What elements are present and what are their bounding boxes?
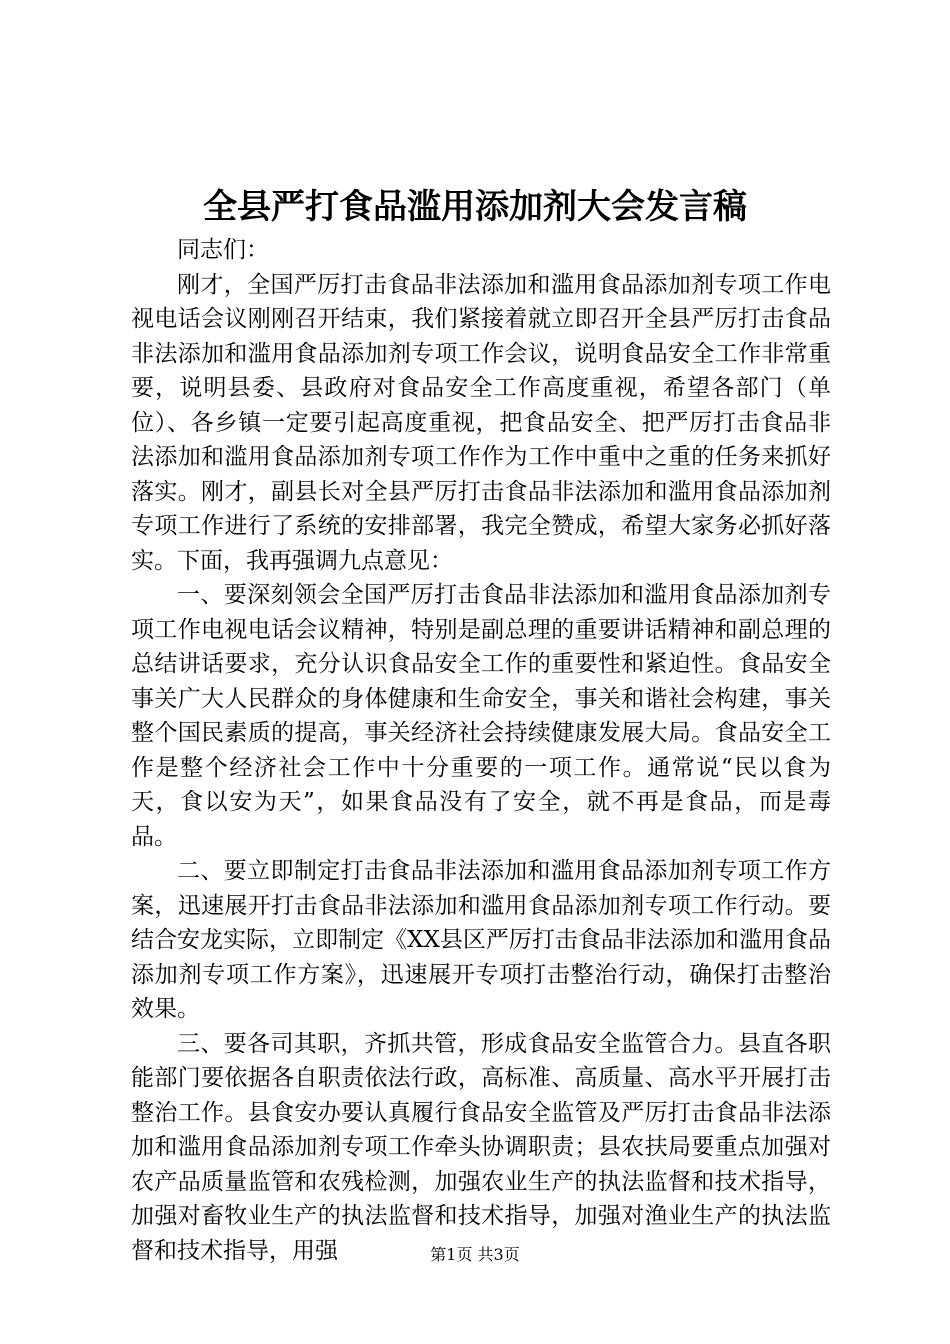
document-body [131,233,831,1268]
document-title: 全县严打食品滥用添加剂大会发言稿 [203,187,747,227]
page-footer: 第1页 共3页 [430,1245,520,1264]
body-paragraph: 刚才，全国严厉打击食品非法添加和滥用食品添加剂专项工作电视电话会议刚刚召开结束，我们紧接着就立即召开全县严厉打击食品非法添加和滥用食品添加剂专项工作会议，说明食品安全工作非常重要，说明县委、县政府对食品安全工作高度重视，希望各部门（单位）、各乡镇一定要引起高度重视，把食品安全、把严厉打击食品非法添加和滥用食品添加剂专项工作作为工作中重中之重的任务来抓好落实。刚才，副县长对全县严厉打击食品非法添加和滥用食品添加剂专项工作进行了系统的安排部署，我完全赞成，希望大家务必抓好落实。下面，我再强调九点意见： [131,271,831,574]
body-paragraph: 二、要立即制定打击食品非法添加和滥用食品添加剂专项工作方案，迅速展开打击食品非法添加和滥用食品添加剂专项工作行动。要结合安龙实际，立即制定《XX县区严厉打击食品非法添加和滥用食品添加剂专项工作方案》，迅速展开专项打击整治行动，确保打击整治效果。 [131,858,831,1022]
body-paragraph: 三、要各司其职，齐抓共管，形成食品安全监管合力。县直各职能部门要依据各自职责依法行政，高标准、高质量、高水平开展打击整治工作。县食安办要认真履行食品安全监管及严厉打击食品非法添加和滥用食品添加剂专项工作牵头协调职责；县农扶局要重点加强对农产品质量监管和农残检测，加强农业生产的执法监督和技术指导，加强对畜牧业生产的执法监督和技术指导，加强对渔业生产的执法监督和技术指导，用强 [131,1030,831,1264]
salutation: 同志们： [177,237,269,263]
body-paragraph: 一、要深刻领会全国严厉打击食品非法添加和滥用食品添加剂专项工作电视电话会议精神，特别是副总理的重要讲话精神和副总理的总结讲话要求，充分认识食品安全工作的重要性和紧迫性。食品安全事关广大人民群众的身体健康和生命安全，事关和谐社会构建，事关整个国民素质的提高，事关经济社会持续健康发展大局。食品安全工作是整个经济社会工作中十分重要的一项工作。通常说“民以食为天，食以安为天”，如果食品没有了安全，就不再是食品，而是毒品。 [131,582,831,850]
